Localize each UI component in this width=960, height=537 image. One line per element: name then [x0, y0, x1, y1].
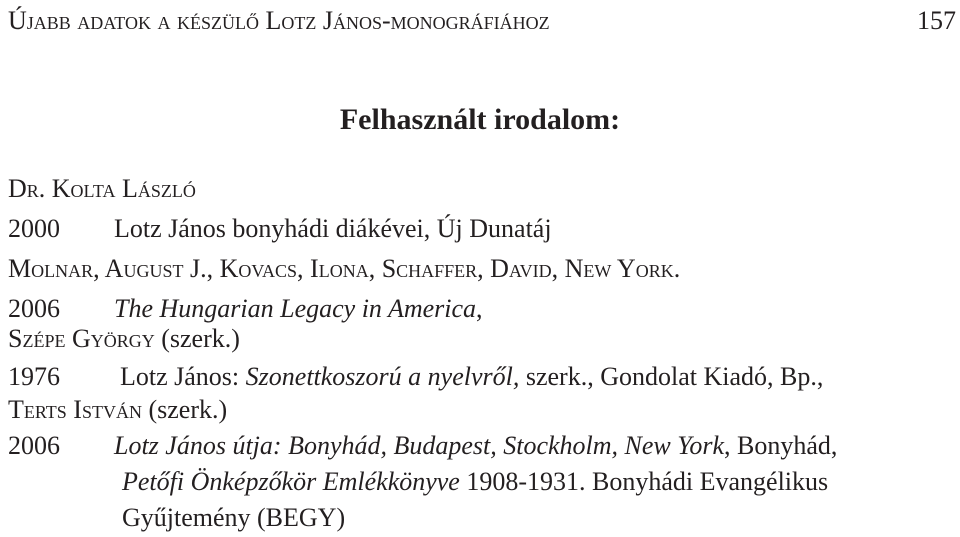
- reference-title-4: Lotz János útja: Bonyhád, Budapest, Stockholm, New York: [114, 431, 725, 460]
- running-head-title: Újabb adatok a készülő Lotz János-monográfiához: [8, 6, 550, 35]
- reference-year-3: 1976: [8, 362, 60, 391]
- reference-author-line-4: [8, 393, 227, 427]
- reference-year-2: 2006: [8, 294, 60, 323]
- reference-author-1: Dr. Kolta László: [8, 174, 196, 203]
- reference-year-1: 2000: [8, 214, 60, 243]
- reference-entry-3: [8, 360, 823, 394]
- reference-suffix-4b: 1908-1931. Bonyhádi Evangélikus: [459, 467, 829, 496]
- reference-entry-2: [8, 292, 483, 326]
- section-title: Felhasznált irodalom:: [339, 103, 621, 136]
- reference-author-line-3: [8, 322, 240, 356]
- reference-suffix-3: szerk., Gondolat Kiadó, Bp.,: [519, 362, 824, 391]
- reference-author-4: Terts István: [8, 395, 142, 424]
- reference-prefix-3: Lotz János:: [120, 362, 246, 391]
- reference-continuation-4a: [122, 465, 828, 499]
- page-number: 157: [917, 6, 956, 35]
- reference-author-suffix-4: (szerk.): [141, 395, 228, 424]
- reference-title-4b: Petőfi Önképzőkör Emlékkönyve: [122, 467, 460, 496]
- reference-suffix-4: , Bonyhád,: [724, 431, 838, 460]
- reference-title-2: The Hungarian Legacy in America: [114, 294, 477, 323]
- reference-author-3: Szépe György: [8, 324, 155, 353]
- reference-entry-4: [8, 429, 837, 463]
- reference-author-suffix-3: (szerk.): [154, 324, 240, 353]
- reference-title-3: Szonettkoszorú a nyelvről,: [245, 362, 520, 391]
- reference-author-2: Molnar, August J., Kovacs, Ilona, Schaffer, David, New York.: [8, 254, 681, 283]
- reference-continuation-4b: Gyűjtemény (BEGY): [122, 503, 346, 532]
- reference-suffix-2: ,: [476, 294, 483, 323]
- reference-year-4: 2006: [8, 431, 60, 460]
- reference-entry-1: [8, 212, 552, 246]
- reference-text-1: Lotz János bonyhádi diákévei, Új Dunatáj: [114, 214, 552, 243]
